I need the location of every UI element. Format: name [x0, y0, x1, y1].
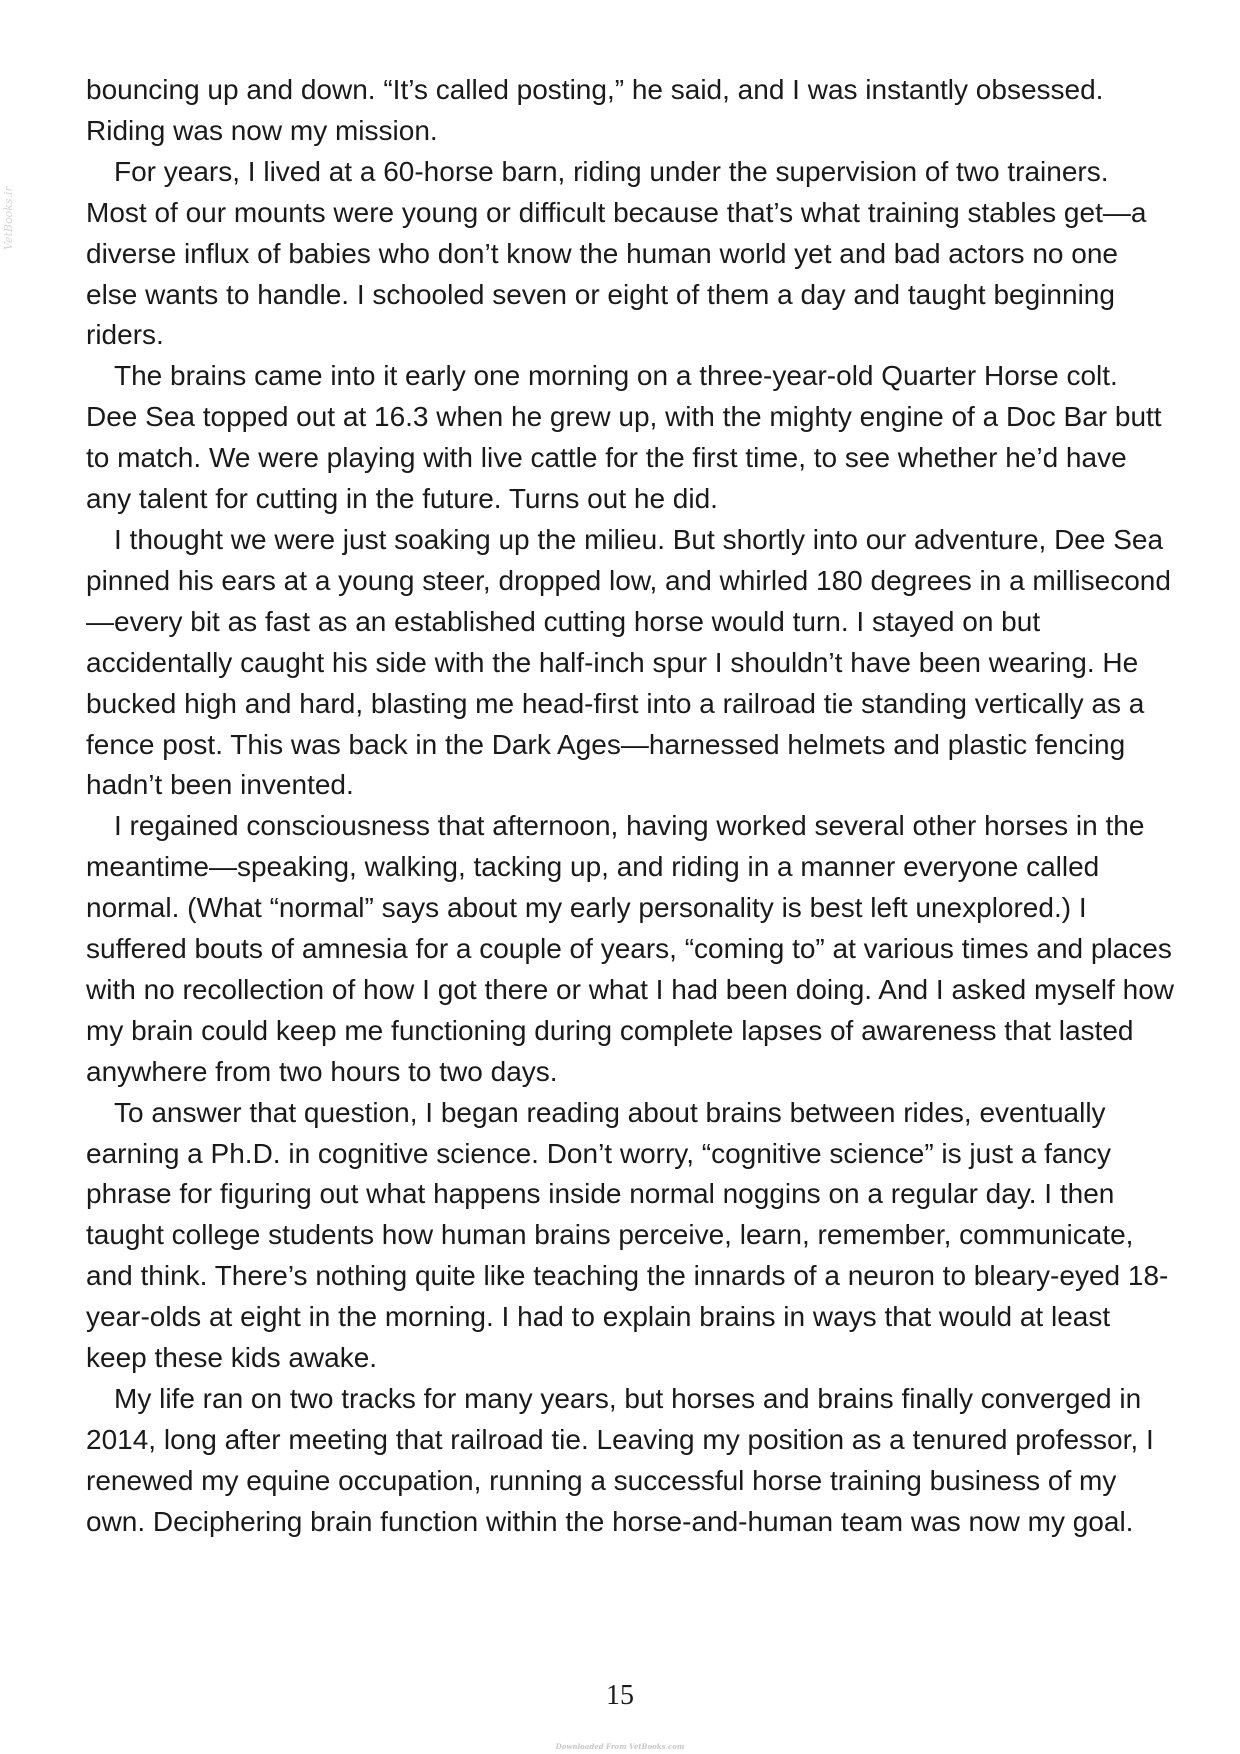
paragraph: My life ran on two tracks for many years, but horses and brains finally converged in 2014, long after meeting that railroad tie. Leaving my position as a tenured professor, I renewed my equine occupation, running a successful horse training business of my own. Deciphering brain function within the horse-and-human team was now my goal. [86, 1383, 1154, 1537]
paragraph: I thought we were just soaking up the milieu. But shortly into our adventure, Dee Sea pinned his ears at a young steer, dropped low, and whirled 180 degrees in a millisecond—every bit as fast as an established cutting horse would turn. I stayed on but accidentally caught his side with the half-inch spur I shouldn’t have been wearing. He bucked high and hard, blasting me head-first into a railroad tie standing vertically as a fence post. This was back in the Dark Ages—harnessed helmets and plastic fencing hadn’t been invented. [86, 523, 1171, 801]
bottom-watermark: Downloaded From VetBooks.com [555, 1742, 685, 1751]
paragraph: bouncing up and down. “It’s called posting,” he said, and I was instantly obsessed. Riding was now my mission. [86, 74, 1104, 146]
paragraph: To answer that question, I began reading about brains between rides, eventually earning a Ph.D. in cognitive science. Don’t worry, “cognitive science” is just a fancy phrase for figuring out what happens inside normal noggins on a regular day. I then taught college students how human brains perceive, learn, remember, communicate, and think. There’s nothing quite like teaching the innards of a neuron to bleary-eyed 18-year-olds at eight in the morning. I had to explain brains in ways that would at least keep these kids awake. [86, 1096, 1169, 1374]
page-body [86, 70, 1176, 1543]
paragraph: For years, I lived at a 60-horse barn, riding under the supervision of two trainers. Most of our mounts were young or difficult because that’s what training stables get—a diverse influx of babies who don’t know the human world yet and bad actors no one else wants to handle. I schooled seven or eight of them a day and taught beginning riders. [86, 155, 1147, 351]
paragraph: I regained consciousness that afternoon, having worked several other horses in the meantime—speaking, walking, tacking up, and riding in a manner everyone called normal. (What “normal” says about my early personality is best left unexplored.) I suffered bouts of amnesia for a couple of years, “coming to” at various times and places with no recollection of how I got there or what I had been doing. And I asked myself how my brain could keep me functioning during complete lapses of awareness that lasted anywhere from two hours to two days. [86, 810, 1174, 1087]
paragraph: The brains came into it early one morning on a three-year-old Quarter Horse colt. Dee Sea topped out at 16.3 when he grew up, with the mighty engine of a Doc Bar butt to match. We were playing with live cattle for the first time, to see whether he’d have any talent for cutting in the future. Turns out he did. [86, 360, 1162, 515]
side-watermark: VetBooks.ir [2, 186, 15, 250]
page-number: 15 [606, 1680, 634, 1711]
